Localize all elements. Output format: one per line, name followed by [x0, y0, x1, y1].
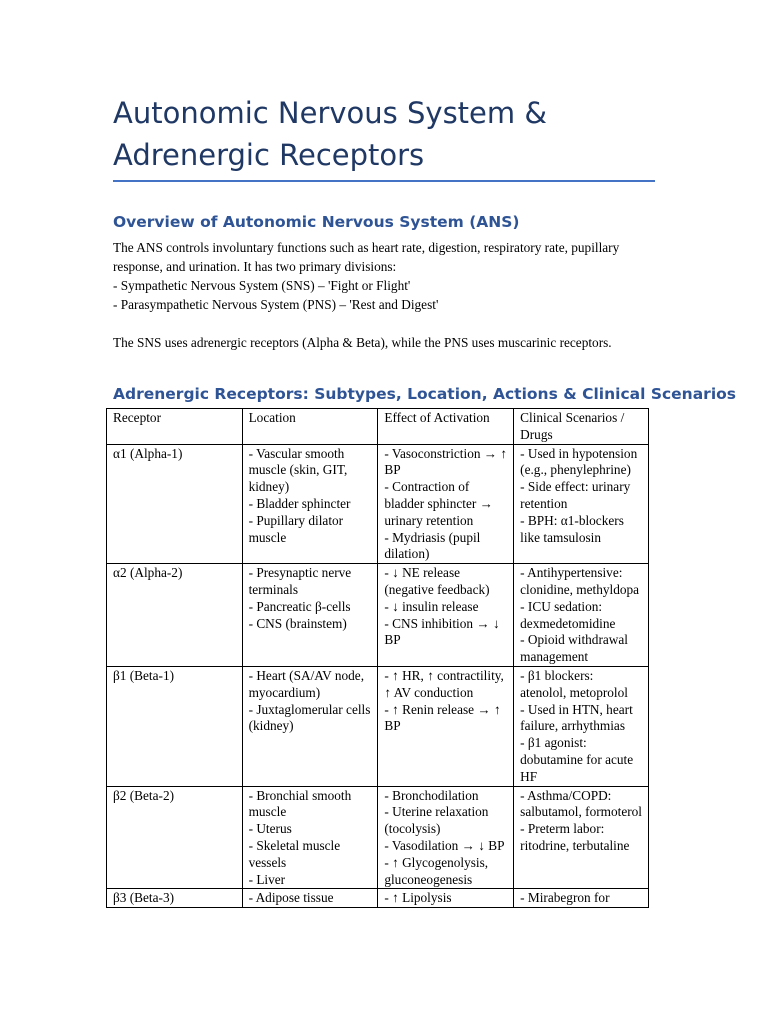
- location-line: - Bladder sphincter: [248, 495, 351, 511]
- clinical-line: - β1 agonist: dobutamine for acute HF: [520, 735, 634, 784]
- title-divider: [113, 180, 655, 182]
- effect-line: - Uterine relaxation (tocolysis): [384, 804, 489, 837]
- effect-line: - ↑ Glycogenolysis, gluconeogenesis: [384, 854, 489, 887]
- effect-line: - ↓ NE release (negative feedback): [384, 565, 490, 597]
- effect-line: - ↑ Lipolysis: [384, 890, 452, 906]
- location-cell: [242, 564, 378, 667]
- receptor-cell: β2 (Beta-2): [107, 786, 243, 889]
- table-row: [107, 889, 649, 908]
- table-row: [107, 666, 649, 786]
- clinical-cell: [514, 786, 649, 889]
- table-row: [107, 786, 649, 889]
- location-line: - Adipose tissue: [248, 890, 334, 906]
- clinical-cell: [514, 666, 649, 786]
- location-cell: [242, 666, 378, 786]
- location-line: - Uterus: [248, 821, 292, 837]
- effect-line: - CNS inhibition → ↓ BP: [384, 615, 500, 648]
- clinical-cell: [514, 889, 649, 908]
- location-line: - Skeletal muscle vessels: [248, 837, 341, 870]
- column-header: Effect of Activation: [378, 409, 514, 445]
- receptor-cell: α1 (Alpha-1): [107, 444, 243, 564]
- location-line: - Pancreatic β-cells: [248, 598, 351, 614]
- receptors-heading: Adrenergic Receptors: Subtypes, Location, Actions & Clinical Scenarios: [113, 385, 737, 403]
- clinical-line: - β1 blockers: atenolol, metoprolol: [520, 667, 628, 700]
- table-row: [107, 564, 649, 667]
- effect-line: - ↑ HR, ↑ contractility, ↑ AV conduction: [384, 667, 504, 700]
- location-cell: [242, 889, 378, 908]
- effect-line: - ↓ insulin release: [384, 598, 479, 614]
- effect-cell: [378, 444, 514, 564]
- clinical-line: - Used in HTN, heart failure, arrhythmias: [520, 701, 633, 734]
- location-line: - Juxtaglomerular cells (kidney): [248, 701, 371, 734]
- column-header: Location: [242, 409, 378, 445]
- overview-heading: Overview of Autonomic Nervous System (ANS): [113, 213, 520, 231]
- effect-line: - Bronchodilation: [384, 787, 479, 803]
- location-line: - CNS (brainstem): [248, 615, 347, 631]
- clinical-line: - Antihypertensive: clonidine, methyldopa: [520, 565, 640, 597]
- clinical-line: - Opioid withdrawal management: [520, 632, 628, 665]
- effect-line: - Vasodilation → ↓ BP: [384, 837, 505, 853]
- clinical-cell: [514, 444, 649, 564]
- clinical-line: - Side effect: urinary retention: [520, 479, 631, 511]
- clinical-line: - Preterm labor: ritodrine, terbutaline: [520, 821, 630, 853]
- receptors-table-body: [107, 444, 649, 908]
- clinical-line: - ICU sedation: dexmedetomidine: [520, 598, 616, 631]
- location-line: - Pupillary dilator muscle: [248, 512, 344, 545]
- location-line: - Heart (SA/AV node, myocardium): [248, 667, 365, 700]
- effect-cell: [378, 666, 514, 786]
- effect-cell: [378, 889, 514, 908]
- column-header: Receptor: [107, 409, 243, 445]
- receptor-cell: α2 (Alpha-2): [107, 564, 243, 667]
- table-row: [107, 444, 649, 564]
- overview-intro: The ANS controls involuntary functions such as heart rate, digestion, respiratory rate, pupillary response, and urination. It has two primary divisions:: [113, 240, 620, 274]
- overview-paragraph: [113, 238, 658, 314]
- effect-line: - Vasoconstriction → ↑ BP: [384, 445, 508, 478]
- location-line: - Liver: [248, 871, 286, 887]
- effect-line: - Contraction of bladder sphincter → urinary retention: [384, 479, 493, 528]
- location-line: - Vascular smooth muscle (skin, GIT, kidney): [248, 445, 348, 495]
- effect-cell: [378, 564, 514, 667]
- effect-cell: [378, 786, 514, 889]
- table-header-row: [107, 409, 649, 445]
- location-cell: [242, 786, 378, 889]
- clinical-line: - Mirabegron for: [520, 890, 610, 906]
- effect-line: - ↑ Renin release → ↑ BP: [384, 701, 501, 734]
- column-header: Clinical Scenarios / Drugs: [514, 409, 649, 445]
- clinical-line: - Asthma/COPD: salbutamol, formoterol: [520, 787, 643, 820]
- location-line: - Bronchial smooth muscle: [248, 787, 352, 820]
- clinical-cell: [514, 564, 649, 667]
- effect-line: - Mydriasis (pupil dilation): [384, 529, 481, 562]
- clinical-line: - Used in hypotension (e.g., phenylephrine): [520, 445, 638, 478]
- division-sns: - Sympathetic Nervous System (SNS) – 'Fight or Flight': [113, 278, 411, 293]
- location-cell: [242, 444, 378, 564]
- receptors-table: [106, 408, 649, 908]
- page-title: Autonomic Nervous System & Adrenergic Receptors: [113, 96, 547, 172]
- receptor-note: The SNS uses adrenergic receptors (Alpha & Beta), while the PNS uses muscarinic receptors.: [113, 335, 612, 350]
- location-line: - Presynaptic nerve terminals: [248, 565, 352, 597]
- receptor-cell: β1 (Beta-1): [107, 666, 243, 786]
- division-pns: - Parasympathetic Nervous System (PNS) – 'Rest and Digest': [113, 297, 439, 312]
- clinical-line: - BPH: α1-blockers like tamsulosin: [520, 512, 624, 545]
- receptor-cell: β3 (Beta-3): [107, 889, 243, 908]
